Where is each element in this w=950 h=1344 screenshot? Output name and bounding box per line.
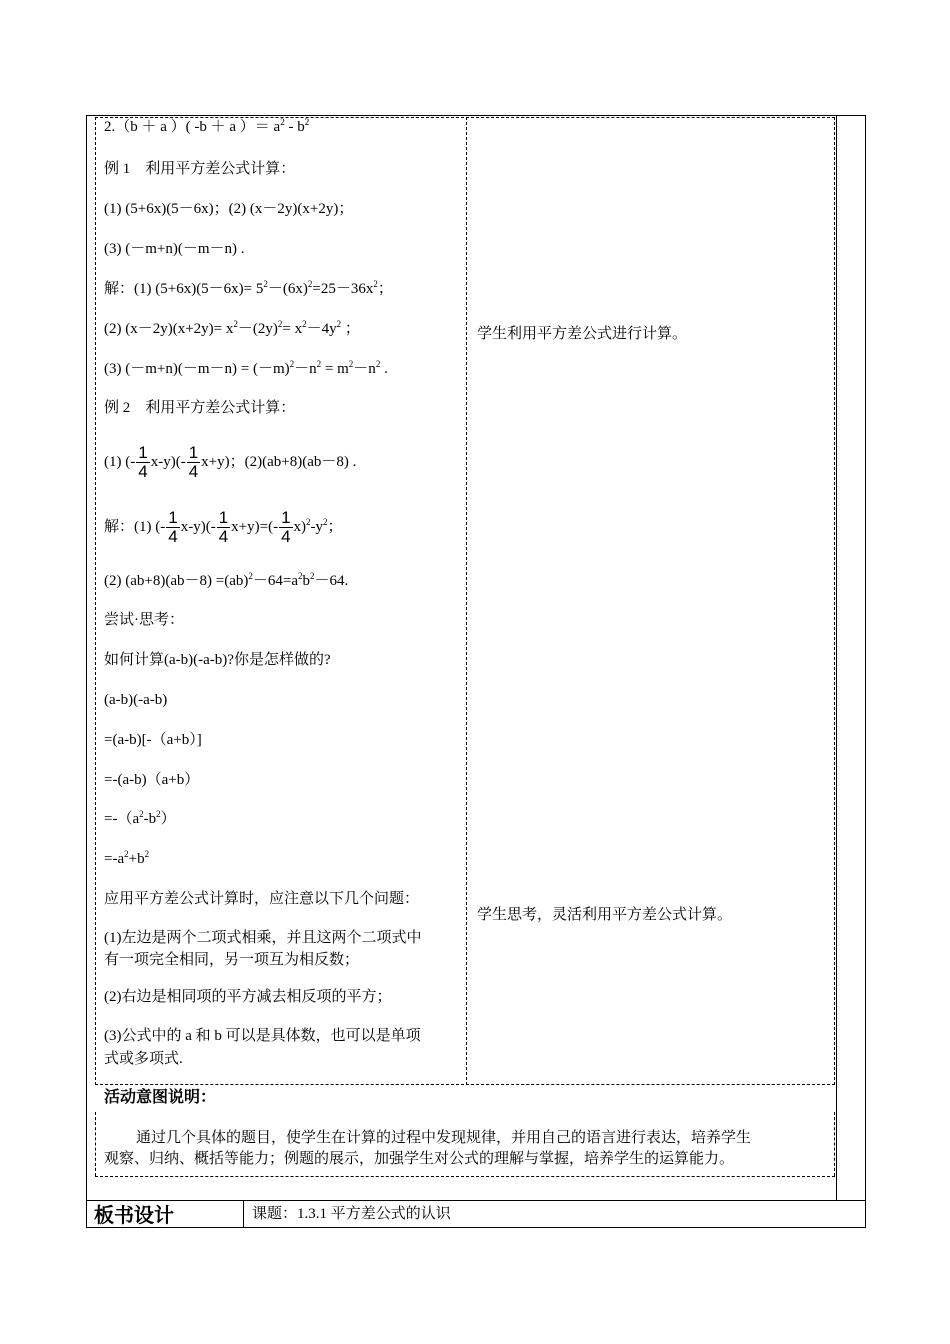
ex2-sol-part-b: x-y)(- xyxy=(180,519,216,535)
notes-title: 应用平方差公式计算时，应注意以下几个问题： xyxy=(104,891,420,907)
try-think-title: 尝试·思考： xyxy=(104,612,184,628)
try-think-question: 如何计算(a-b)(-a-b)?你是怎样做的? xyxy=(104,652,331,668)
fraction-quarter: $\frac{1}{4}$ xyxy=(281,508,291,547)
example-1-title: 例 1 利用平方差公式计算： xyxy=(104,161,296,177)
example-1-question-3: (3) (－m+n)(－m－n) . xyxy=(104,241,245,257)
intent-left-dash xyxy=(95,1112,96,1176)
formula-2: 2.（b ＋ a ）( -b ＋ a ）＝ $a^2 - b^2$ xyxy=(104,117,310,135)
fraction-quarter: $\frac{1}{4}$ xyxy=(168,508,178,547)
intent-body-line-2: 观察、归纳、概括等能力；例题的展示，加强学生对公式的理解与掌握，培养学生的运算能力。 xyxy=(104,1151,735,1167)
example-2-solution-2: (2) $(ab+8)(ab-8) =(ab)^2-64=a^2b^2-64$. xyxy=(104,571,349,589)
ex2-sol-part-c: x+y)=(- xyxy=(231,519,279,535)
intent-title: 活动意图说明： xyxy=(104,1089,217,1106)
column-divider-dash xyxy=(466,117,467,1085)
table-right-border xyxy=(865,115,866,1227)
board-label: 板书设计 xyxy=(94,1203,174,1227)
table-left-border xyxy=(86,115,87,1227)
intent-bottom-dash xyxy=(95,1176,835,1177)
example-2-solution-1 xyxy=(104,506,343,548)
intent-right-dash xyxy=(834,1112,835,1176)
ex2-q-part-b: x-y)(- xyxy=(150,454,186,470)
note-3-line-2: 式或多项式. xyxy=(104,1051,183,1067)
try-step-2: =(a-b)[-（a+b）] xyxy=(104,732,202,748)
intent-body-line-1: 通过几个具体的题目，使学生在计算的过程中发现规律，并用自己的语言进行表达，培养学生 xyxy=(136,1130,752,1146)
note-3-line-1: (3)公式中的 a 和 b 可以是具体数，也可以是单项 xyxy=(104,1028,421,1044)
ex2-sol-part-d: $x)^2-y^2$； xyxy=(293,517,343,535)
fraction-quarter: $\frac{1}{4}$ xyxy=(188,443,199,482)
try-step-4: $=-(a^2-b^2)$ xyxy=(104,809,176,827)
try-step-1: (a-b)(-a-b) xyxy=(104,692,168,708)
note-1-line-2: 有一项完全相同，另一项互为相反数； xyxy=(104,952,360,968)
student-activity-note-1: 学生利用平方差公式进行计算。 xyxy=(477,326,688,342)
example-1-solution-3: (3) $(-m+n)(-m-n) = (-m)^2-n^2 = m^2-n^2$ . xyxy=(104,359,388,377)
ex2-sol-part-a: 解：(1) (- xyxy=(104,519,166,535)
ex2-q-part-a: (1) (- xyxy=(104,454,136,470)
inner-right-dash xyxy=(834,117,835,1085)
board-divider xyxy=(243,1200,244,1227)
example-2-title: 例 2 利用平方差公式计算： xyxy=(104,400,296,416)
example-1-solution-1: 解：(1) $(5+6x)(5-6x)= 5^2-(6x)^2=25-36x^2$； xyxy=(104,279,393,297)
inner-left-dash xyxy=(95,117,96,1085)
note-1-line-1: (1)左边是两个二项式相乘，并且这两个二项式中 xyxy=(104,930,422,946)
inner-right-border xyxy=(836,115,837,1200)
example-1-question-1-2: (1) (5+6x)(5－6x)；(2) (x－2y)(x+2y)； xyxy=(104,201,354,217)
table-bottom-border xyxy=(86,1227,866,1228)
fraction-quarter: $\frac{1}{4}$ xyxy=(138,443,148,482)
student-activity-note-2: 学生思考，灵活利用平方差公式计算。 xyxy=(477,907,733,923)
table-top-border xyxy=(86,115,866,116)
board-topic: 课题：1.3.1 平方差公式的认识 xyxy=(252,1206,451,1222)
note-2: (2)右边是相同项的平方减去相反项的平方； xyxy=(104,989,392,1005)
intent-top-dash xyxy=(95,1084,835,1085)
example-2-question xyxy=(104,441,356,483)
try-step-5: $=-a^2+b^2$ xyxy=(104,849,150,867)
board-top-border xyxy=(86,1200,866,1201)
fraction-quarter: $\frac{1}{4}$ xyxy=(218,508,229,547)
example-1-solution-2: (2) $(x-2y)(x+2y)= x^2-(2y)^2= x^2-4y^2$ ； xyxy=(104,319,360,337)
ex2-q-part-c: x+y)；(2)(ab+8)(ab－8) . xyxy=(201,454,357,470)
try-step-3: =-(a-b)（a+b） xyxy=(104,772,200,788)
